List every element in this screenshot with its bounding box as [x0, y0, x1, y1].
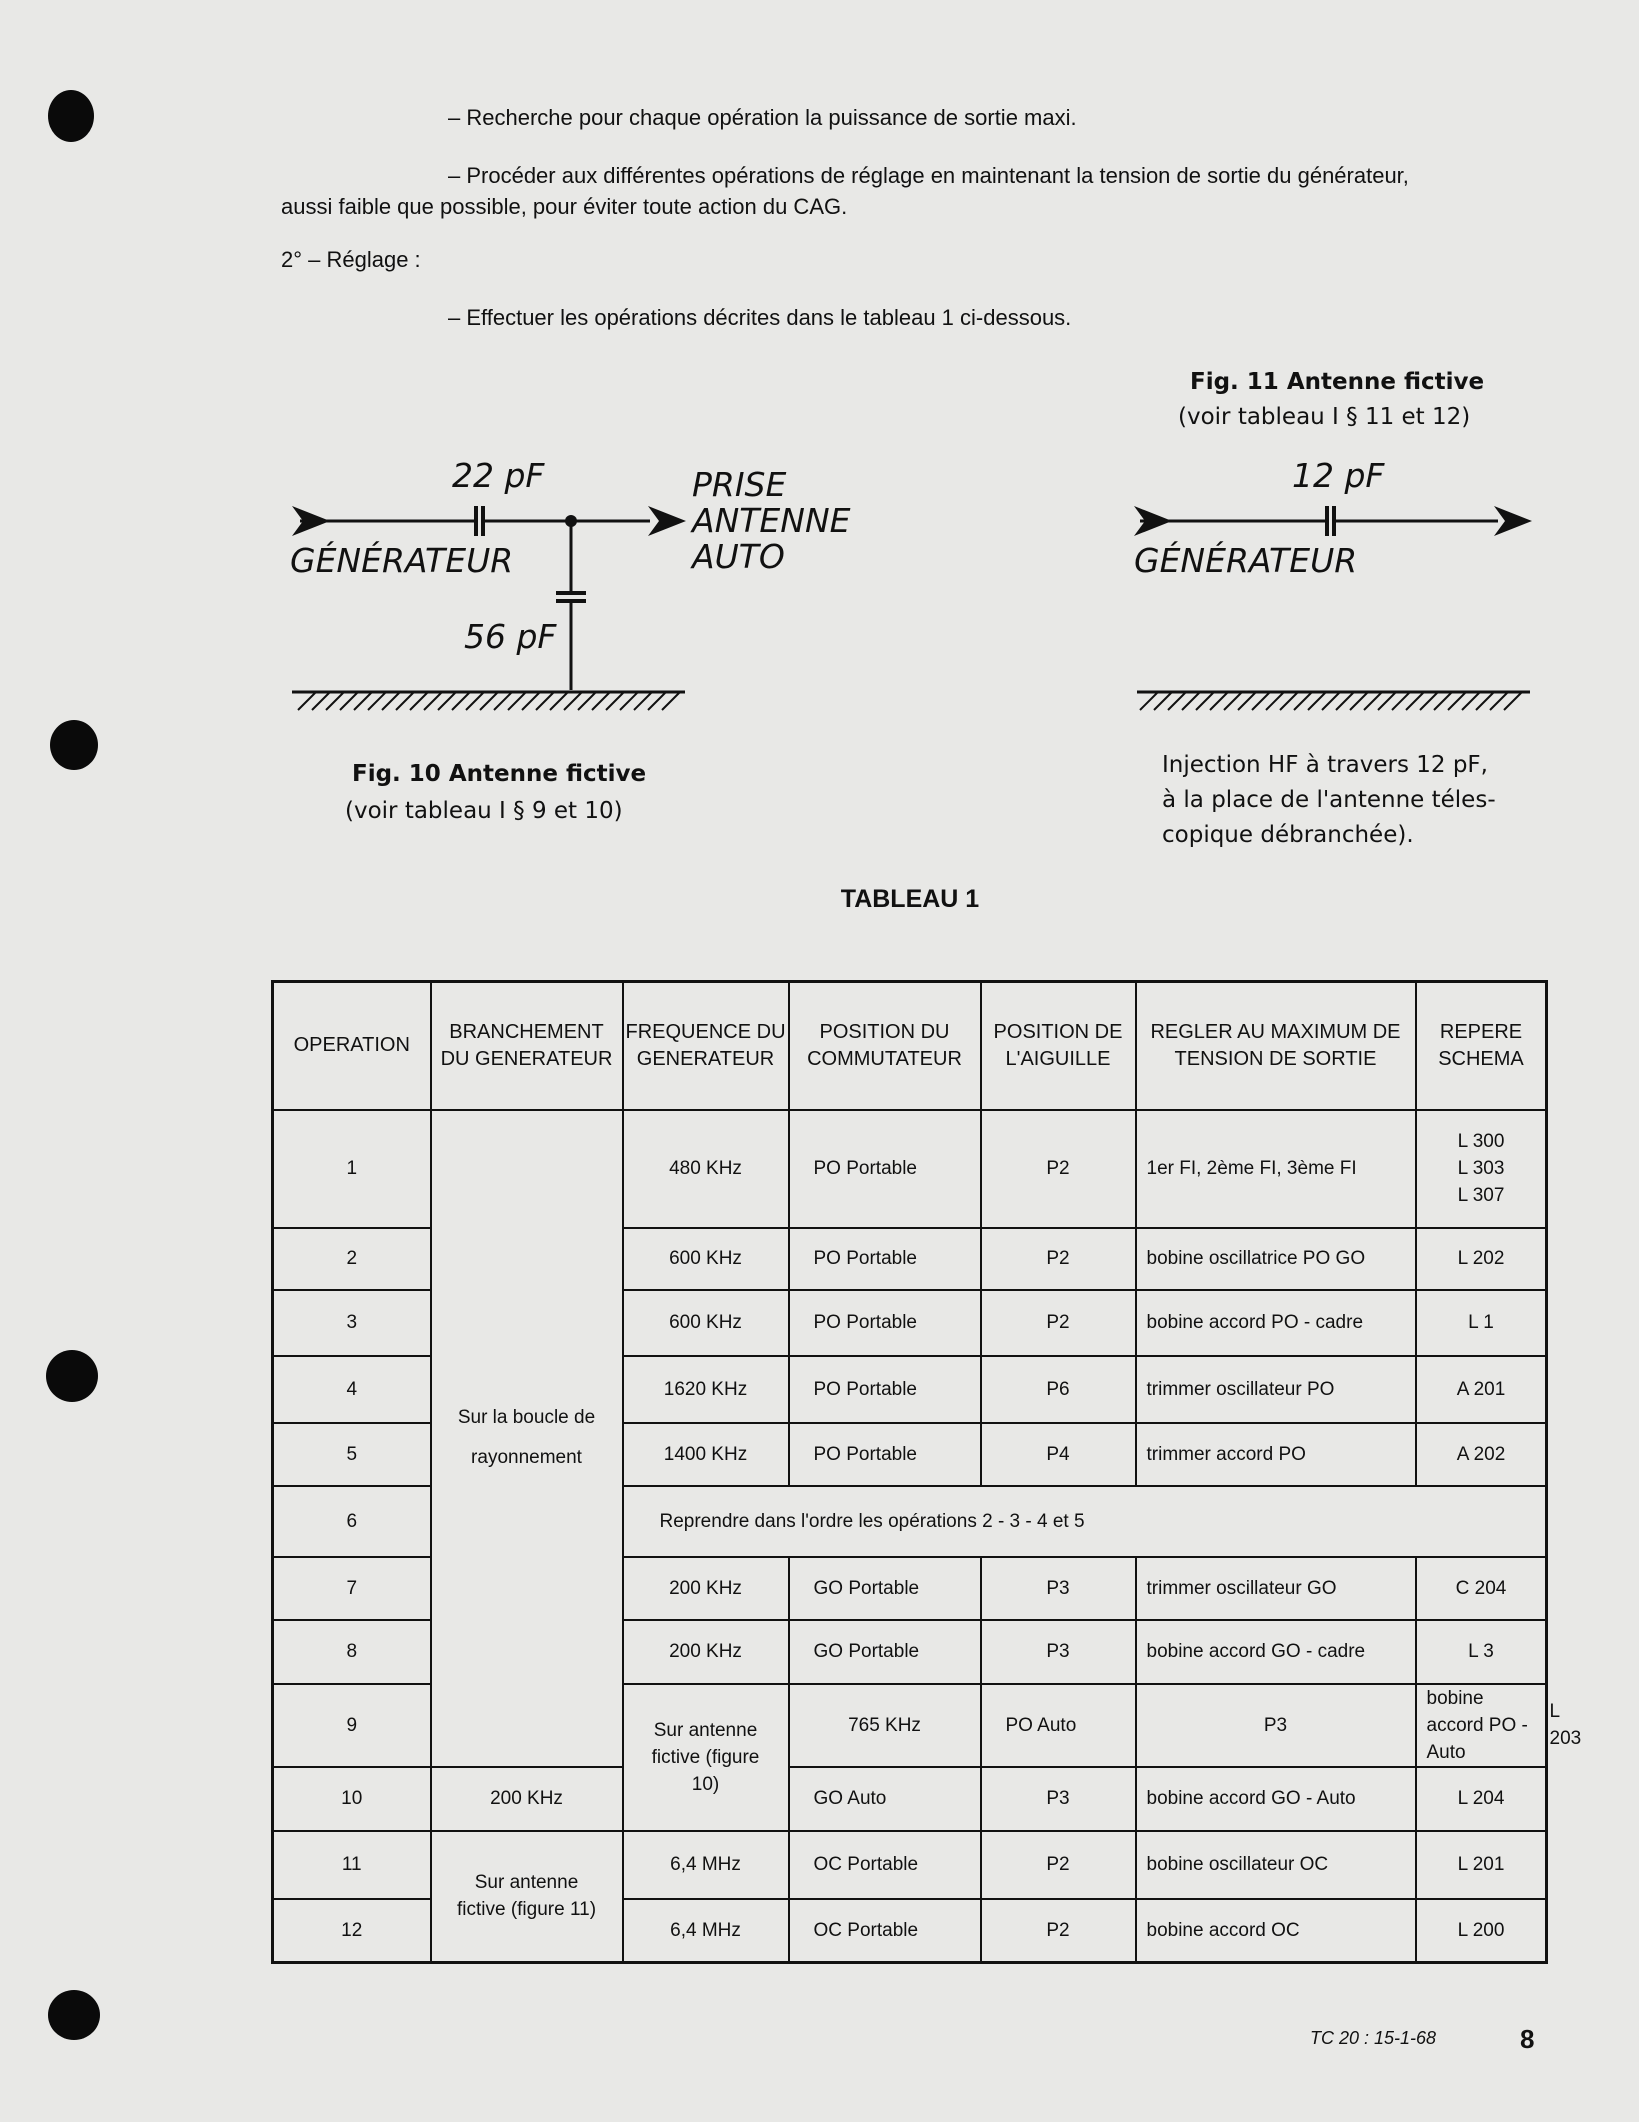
cell-aig: P4: [981, 1423, 1136, 1486]
cell-comm: PO Portable: [789, 1356, 981, 1423]
cell-aig: P3: [1136, 1684, 1416, 1767]
cell-op: 5: [273, 1423, 431, 1486]
cell-aig: P2: [981, 1831, 1136, 1899]
fig11-cap-label: 12 pF: [1292, 456, 1385, 495]
cell-regler: trimmer accord PO: [1136, 1423, 1416, 1486]
cell-regler: bobine accord GO - cadre: [1136, 1620, 1416, 1684]
table-row: [273, 1831, 1547, 1899]
cell-aig: P2: [981, 1110, 1136, 1228]
cell-comm: OC Portable: [789, 1831, 981, 1899]
cell-op: 8: [273, 1620, 431, 1684]
fig11-note-2: à la place de l'antenne téles-: [1162, 787, 1496, 813]
cell-comm: GO Auto: [789, 1767, 981, 1831]
fig10-caption-ref: (voir tableau I § 9 et 10): [345, 798, 623, 824]
cell-repere: A 201: [1416, 1356, 1547, 1423]
section-heading-reglage: 2° – Réglage :: [281, 247, 421, 272]
cell-regler: trimmer oscillateur PO: [1136, 1356, 1416, 1423]
cell-freq: 6,4 MHz: [623, 1899, 789, 1963]
fig10-output-label-1: PRISE: [692, 465, 787, 504]
cell-repere: L 3: [1416, 1620, 1547, 1684]
cell-aig: P2: [981, 1228, 1136, 1290]
cell-repere: L 201: [1416, 1831, 1547, 1899]
punch-hole-3: [46, 1350, 98, 1402]
paragraph-adjust-2: aussi faible que possible, pour éviter toute action du CAG.: [281, 194, 848, 219]
cell-op: 10: [273, 1767, 431, 1831]
cell-op: 11: [273, 1831, 431, 1899]
cell-repere: L 200: [1416, 1899, 1547, 1963]
cell-regler: bobine oscillateur OC: [1136, 1831, 1416, 1899]
cell-note-repeat: Reprendre dans l'ordre les opérations 2 - 3 - 4 et 5: [623, 1486, 1547, 1557]
cell-regler: bobine accord PO - cadre: [1136, 1290, 1416, 1356]
cell-op: 9: [273, 1684, 431, 1767]
cell-regler: trimmer oscillateur GO: [1136, 1557, 1416, 1620]
cell-op: 2: [273, 1228, 431, 1290]
table-title: TABLEAU 1: [840, 885, 980, 913]
cell-op: 12: [273, 1899, 431, 1963]
document-reference: TC 20 : 15-1-68: [1310, 2028, 1437, 2048]
fig11-note-1: Injection HF à travers 12 pF,: [1162, 752, 1488, 778]
table-header-row: [273, 982, 1547, 1110]
cell-aig: P2: [981, 1899, 1136, 1963]
header-frequence: FREQUENCE DU GENERATEUR: [623, 982, 789, 1110]
cell-regler: bobine accord OC: [1136, 1899, 1416, 1963]
cell-freq: 6,4 MHz: [623, 1831, 789, 1899]
fig11-caption-title: Fig. 11 Antenne fictive: [1190, 369, 1485, 395]
cell-comm: PO Portable: [789, 1228, 981, 1290]
fig10-output-label-3: AUTO: [692, 537, 785, 576]
cell-repere: A 202: [1416, 1423, 1547, 1486]
cell-repere: L 202: [1416, 1228, 1547, 1290]
cell-comm: PO Portable: [789, 1423, 981, 1486]
cell-comm: PO Auto: [981, 1684, 1136, 1767]
arrow-output-icon: [1494, 506, 1532, 536]
cell-freq: 765 KHz: [789, 1684, 981, 1767]
cell-freq: 1400 KHz: [623, 1423, 789, 1486]
fig10-cap1-label: 22 pF: [452, 456, 545, 495]
cell-aig: P3: [981, 1767, 1136, 1831]
cell-repere: L 1: [1416, 1290, 1547, 1356]
fig10-generator-label: GÉNÉRATEUR: [290, 541, 514, 580]
cell-regler: 1er FI, 2ème FI, 3ème FI: [1136, 1110, 1416, 1228]
cell-freq: 200 KHz: [623, 1557, 789, 1620]
header-repere: REPERE SCHEMA: [1416, 982, 1547, 1110]
table-row: 9 Sur antenne fictive (figure 10) 765 KHz PO Auto P3 bobine accord PO - Auto L 203: [273, 1684, 1547, 1767]
paragraph-adjust-1: – Procéder aux différentes opérations de réglage en maintenant la tension de sortie du générateur,: [448, 163, 1409, 188]
cell-comm: GO Portable: [789, 1557, 981, 1620]
header-branchement: BRANCHEMENT DU GENERATEUR: [431, 982, 623, 1110]
cell-repere: L 300 L 303 L 307: [1416, 1110, 1547, 1228]
cell-aig: P3: [981, 1557, 1136, 1620]
fig10-output-label-2: ANTENNE: [692, 501, 851, 540]
fig11-generator-label: GÉNÉRATEUR: [1134, 541, 1358, 580]
cell-freq: 200 KHz: [431, 1767, 623, 1831]
cell-freq: 200 KHz: [623, 1620, 789, 1684]
fig10-caption-title: Fig. 10 Antenne fictive: [352, 761, 647, 787]
ground-hatch-fig11: [1140, 692, 1522, 710]
cell-op: 7: [273, 1557, 431, 1620]
cell-freq: 600 KHz: [623, 1228, 789, 1290]
paragraph-table-ref: – Effectuer les opérations décrites dans le tableau 1 ci-dessous.: [448, 305, 1072, 330]
cell-op: 1: [273, 1110, 431, 1228]
paragraph-max-output: – Recherche pour chaque opération la puissance de sortie maxi.: [448, 105, 1077, 130]
capacitor-12pf: [1325, 506, 1336, 536]
punch-hole-4: [48, 1990, 100, 2040]
cell-op: 6: [273, 1486, 431, 1557]
table-row: [273, 1767, 1547, 1831]
cell-aig: P6: [981, 1356, 1136, 1423]
cell-repere: L 204: [1416, 1767, 1547, 1831]
cell-comm: PO Portable: [789, 1110, 981, 1228]
cell-op: 4: [273, 1356, 431, 1423]
fig10-cap2-label: 56 pF: [464, 617, 557, 656]
cell-comm: PO Portable: [789, 1290, 981, 1356]
cell-group-fig10: Sur antenne fictive (figure 10): [623, 1684, 789, 1831]
cell-op: 3: [273, 1290, 431, 1356]
header-regler: REGLER AU MAXIMUM DE TENSION DE SORTIE: [1136, 982, 1416, 1110]
cell-group-loop: Sur la boucle de rayonnement: [431, 1110, 623, 1767]
header-operation: OPERATION: [273, 982, 431, 1110]
cell-regler: bobine accord GO - Auto: [1136, 1767, 1416, 1831]
cell-regler: bobine accord PO - Auto: [1416, 1684, 1547, 1767]
header-aiguille: POSITION DE L'AIGUILLE: [981, 982, 1136, 1110]
cell-freq: 600 KHz: [623, 1290, 789, 1356]
header-commutateur: POSITION DU COMMUTATEUR: [789, 982, 981, 1110]
table-1: [271, 980, 1582, 1964]
cell-group-fig11: Sur antenne fictive (figure 11): [431, 1831, 623, 1963]
table-row: [273, 1110, 1547, 1228]
cell-aig: P3: [981, 1620, 1136, 1684]
cell-aig: P2: [981, 1290, 1136, 1356]
page-number: 8: [1520, 2024, 1535, 2054]
fig11-caption-ref: (voir tableau I § 11 et 12): [1178, 404, 1471, 430]
cell-comm: OC Portable: [789, 1899, 981, 1963]
cell-regler: bobine oscillatrice PO GO: [1136, 1228, 1416, 1290]
cell-freq: 480 KHz: [623, 1110, 789, 1228]
arrow-input-icon: [1134, 506, 1172, 536]
cell-freq: 1620 KHz: [623, 1356, 789, 1423]
cell-comm: GO Portable: [789, 1620, 981, 1684]
cell-repere: C 204: [1416, 1557, 1547, 1620]
fig11-note-3: copique débranchée).: [1162, 822, 1414, 848]
